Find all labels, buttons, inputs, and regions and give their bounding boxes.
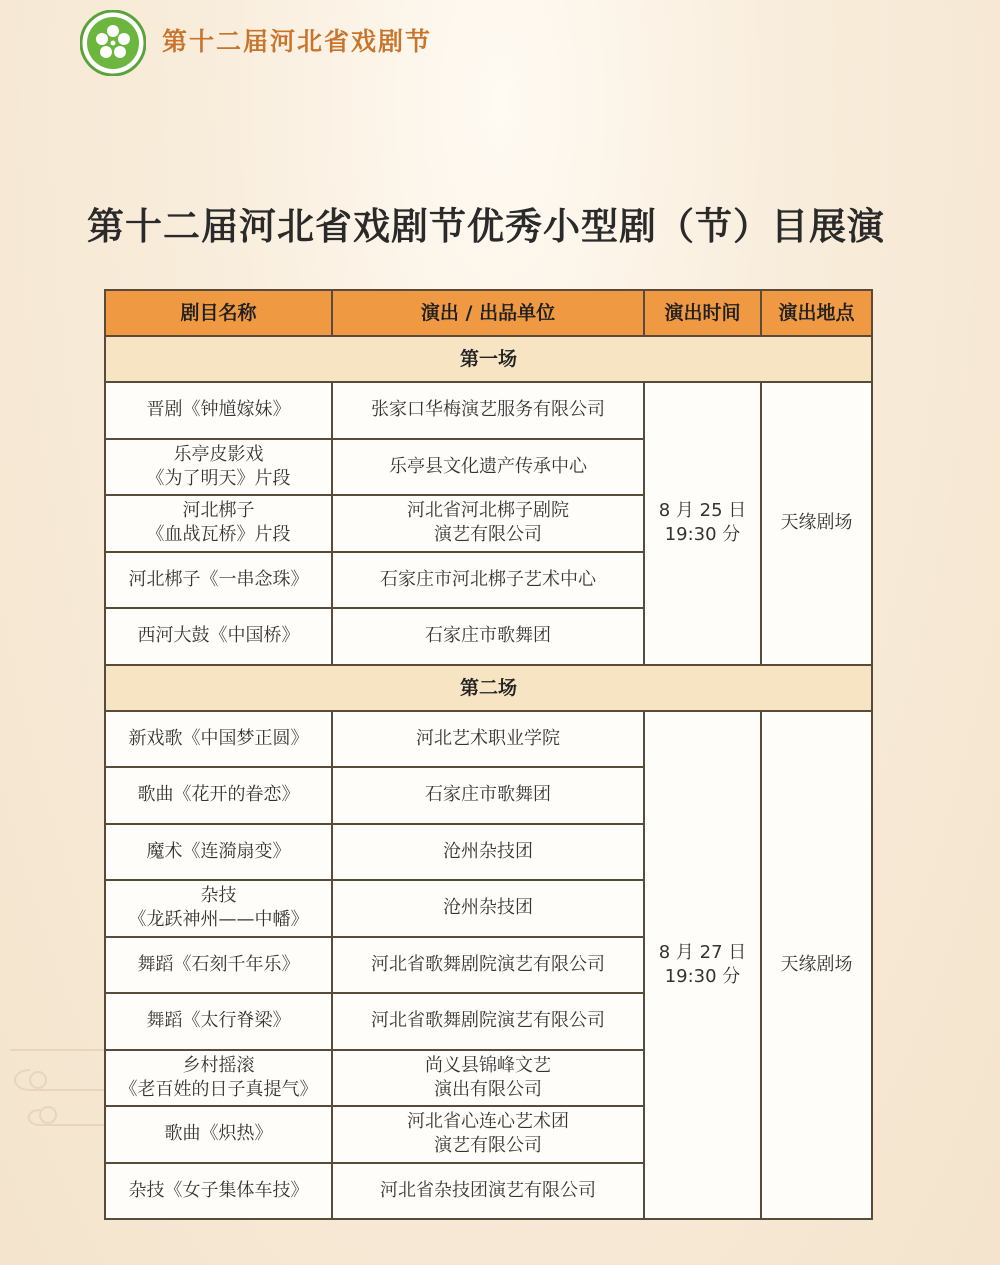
program-cell: 歌曲《炽热》 bbox=[105, 1106, 332, 1163]
table-row bbox=[105, 711, 872, 768]
program-cell: 舞蹈《太行脊梁》 bbox=[105, 993, 332, 1050]
festival-logo bbox=[80, 10, 146, 76]
unit-cell: 尚义县锦峰文艺 演出有限公司 bbox=[332, 1050, 644, 1107]
program-cell: 乐亭皮影戏 《为了明天》片段 bbox=[105, 439, 332, 496]
session-header bbox=[105, 665, 872, 711]
table-row bbox=[105, 382, 872, 439]
session-name: 第一场 bbox=[105, 336, 872, 382]
unit-cell: 乐亭县文化遗产传承中心 bbox=[332, 439, 644, 496]
program-cell: 河北梆子 《血战瓦桥》片段 bbox=[105, 495, 332, 552]
page-title: 第十二届河北省戏剧节优秀小型剧（节）目展演 bbox=[87, 205, 885, 248]
program-cell: 晋剧《钟馗嫁妹》 bbox=[105, 382, 332, 439]
time-cell: 8 月 25 日 19:30 分 bbox=[644, 382, 761, 665]
unit-cell: 沧州杂技团 bbox=[332, 880, 644, 937]
unit-cell: 石家庄市歌舞团 bbox=[332, 608, 644, 665]
unit-cell: 河北省歌舞剧院演艺有限公司 bbox=[332, 993, 644, 1050]
program-cell: 河北梆子《一串念珠》 bbox=[105, 552, 332, 609]
program-cell: 新戏歌《中国梦正圆》 bbox=[105, 711, 332, 768]
program-cell: 西河大鼓《中国桥》 bbox=[105, 608, 332, 665]
unit-cell: 河北省歌舞剧院演艺有限公司 bbox=[332, 937, 644, 994]
unit-cell: 石家庄市河北梆子艺术中心 bbox=[332, 552, 644, 609]
time-cell: 8 月 27 日 19:30 分 bbox=[644, 711, 761, 1220]
unit-cell: 石家庄市歌舞团 bbox=[332, 767, 644, 824]
column-header-unit: 演出 / 出品单位 bbox=[332, 290, 644, 336]
unit-cell: 河北艺术职业学院 bbox=[332, 711, 644, 768]
brand-title: 第十二届河北省戏剧节 bbox=[162, 27, 433, 56]
unit-cell: 河北省杂技团演艺有限公司 bbox=[332, 1163, 644, 1220]
program-cell: 杂技 《龙跃神州——中幡》 bbox=[105, 880, 332, 937]
unit-cell: 沧州杂技团 bbox=[332, 824, 644, 881]
unit-cell: 河北省河北梆子剧院 演艺有限公司 bbox=[332, 495, 644, 552]
program-cell: 魔术《连漪扇变》 bbox=[105, 824, 332, 881]
column-header-time: 演出时间 bbox=[644, 290, 761, 336]
column-header-program: 剧目名称 bbox=[105, 290, 332, 336]
session-header bbox=[105, 336, 872, 382]
program-cell: 歌曲《花开的眷恋》 bbox=[105, 767, 332, 824]
schedule-table bbox=[104, 289, 873, 1220]
session-name: 第二场 bbox=[105, 665, 872, 711]
program-cell: 舞蹈《石刻千年乐》 bbox=[105, 937, 332, 994]
program-cell: 乡村摇滚 《老百姓的日子真提气》 bbox=[105, 1050, 332, 1107]
column-header-venue: 演出地点 bbox=[761, 290, 872, 336]
unit-cell: 张家口华梅演艺服务有限公司 bbox=[332, 382, 644, 439]
program-cell: 杂技《女子集体车技》 bbox=[105, 1163, 332, 1220]
table-header-row bbox=[105, 290, 872, 336]
venue-cell: 天缘剧场 bbox=[761, 382, 872, 665]
unit-cell: 河北省心连心艺术团 演艺有限公司 bbox=[332, 1106, 644, 1163]
venue-cell: 天缘剧场 bbox=[761, 711, 872, 1220]
